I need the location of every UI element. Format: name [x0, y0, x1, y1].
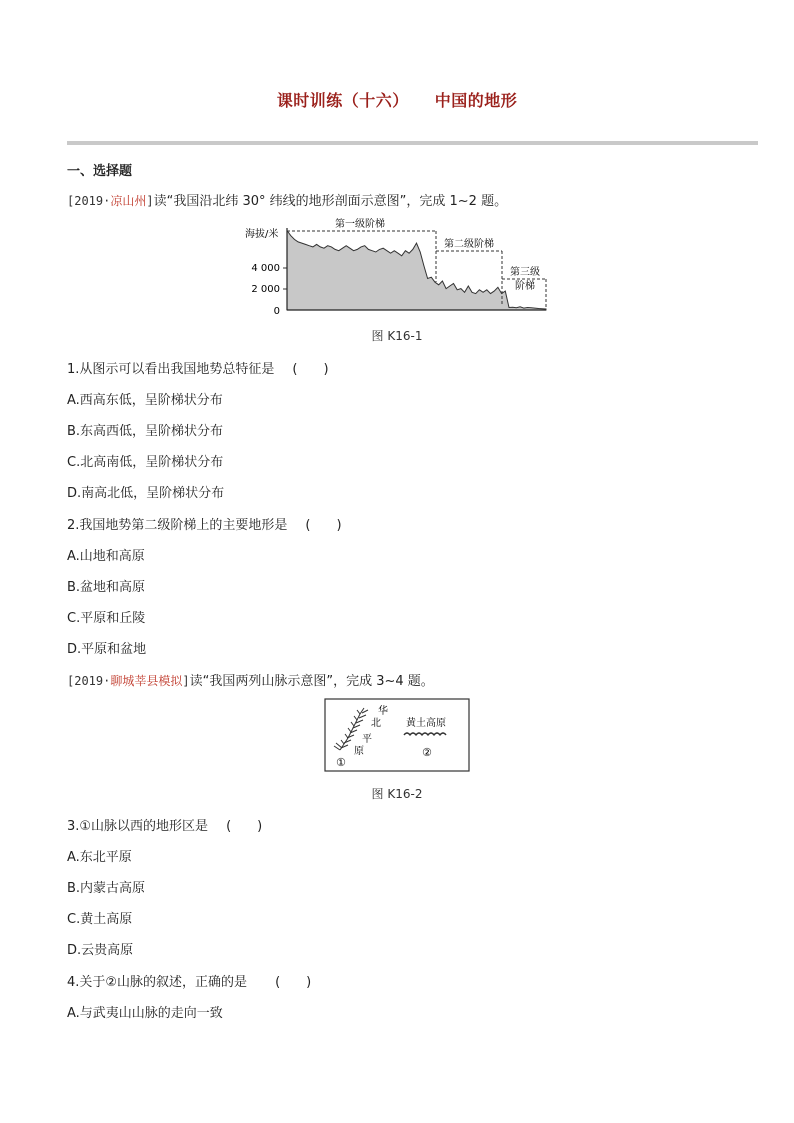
section-heading: 一、选择题 [67, 164, 133, 179]
terrain-profile-chart [240, 214, 560, 318]
label-ping: 平 [362, 734, 372, 745]
q2-stem: 2.我国地势第二级阶梯上的主要地形是 ( ) [67, 514, 342, 533]
label-bei: 北 [371, 718, 381, 729]
step2-label: 第二级阶梯 [444, 239, 494, 250]
q3-option-b: B.内蒙古高原 [67, 881, 146, 896]
title-part1: 课时训练（十六） [276, 91, 409, 110]
q4-answer-blank: ( ) [275, 975, 312, 990]
title-part2: 中国的地形 [434, 91, 518, 110]
figure2-caption: 图 K16-2 [371, 787, 423, 801]
q1-stem: 1.从图示可以看出我国地势总特征是 ( ) [67, 358, 329, 377]
q2-option-a: A.山地和高原 [67, 549, 145, 564]
step3-label-line2: 阶梯 [515, 281, 535, 292]
ytick-2000: 2 000 [251, 284, 280, 295]
page-title [0, 88, 794, 111]
header-divider [67, 141, 758, 145]
label-loess-plateau: 黄土高原 [406, 718, 446, 729]
label-hua: 华 [378, 706, 388, 717]
ytick-0: 0 [273, 306, 280, 317]
source-tag-2: [2019·聊城莘县模拟] [67, 674, 190, 688]
source-place: 凉山州 [110, 194, 147, 208]
step1-label: 第一级阶梯 [335, 219, 385, 230]
q2-answer-blank: ( ) [305, 518, 342, 533]
diagram-frame [325, 699, 469, 771]
q2-option-c: C.平原和丘陵 [67, 611, 146, 626]
q1-option-b: B.东高西低，呈阶梯状分布 [67, 424, 224, 439]
q3-option-c: C.黄土高原 [67, 912, 133, 927]
group2-instruction-line [67, 670, 434, 689]
q4-stem: 4.关于②山脉的叙述，正确的是 ( ) [67, 971, 311, 990]
label-yuan: 原 [354, 746, 364, 757]
marker-1: ① [336, 756, 346, 769]
group1-instruction-line [67, 190, 507, 209]
chart-ylabel: 海拔/米 [245, 229, 279, 240]
source-place-2: 聊城莘县模拟 [110, 674, 183, 688]
q1-option-a: A.西高东低，呈阶梯状分布 [67, 393, 223, 408]
step3-label-line1: 第三级 [510, 267, 540, 278]
q3-answer-blank: ( ) [226, 819, 263, 834]
ytick-4000: 4 000 [251, 263, 280, 274]
group2-instruction: 读“我国两列山脉示意图”，完成 3~4 题。 [189, 674, 434, 689]
group1-instruction: 读“我国沿北纬 30° 纬线的地形剖面示意图”，完成 1~2 题。 [153, 194, 508, 209]
q1-answer-blank: ( ) [292, 362, 329, 377]
marker-2: ② [422, 746, 432, 759]
q3-option-a: A.东北平原 [67, 850, 132, 865]
q3-stem: 3.①山脉以西的地形区是 ( ) [67, 815, 262, 834]
figure1-caption: 图 K16-1 [371, 329, 423, 343]
q2-option-d: D.平原和盆地 [67, 642, 147, 657]
q1-option-c: C.北高南低，呈阶梯状分布 [67, 455, 224, 470]
mountain-ranges-diagram [324, 698, 470, 772]
q2-option-b: B.盆地和高原 [67, 580, 146, 595]
q3-option-d: D.云贵高原 [67, 943, 134, 958]
source-tag: [2019·凉山州] [67, 194, 154, 208]
q1-option-d: D.南高北低，呈阶梯状分布 [67, 486, 225, 501]
q4-option-a: A.与武夷山山脉的走向一致 [67, 1006, 223, 1021]
